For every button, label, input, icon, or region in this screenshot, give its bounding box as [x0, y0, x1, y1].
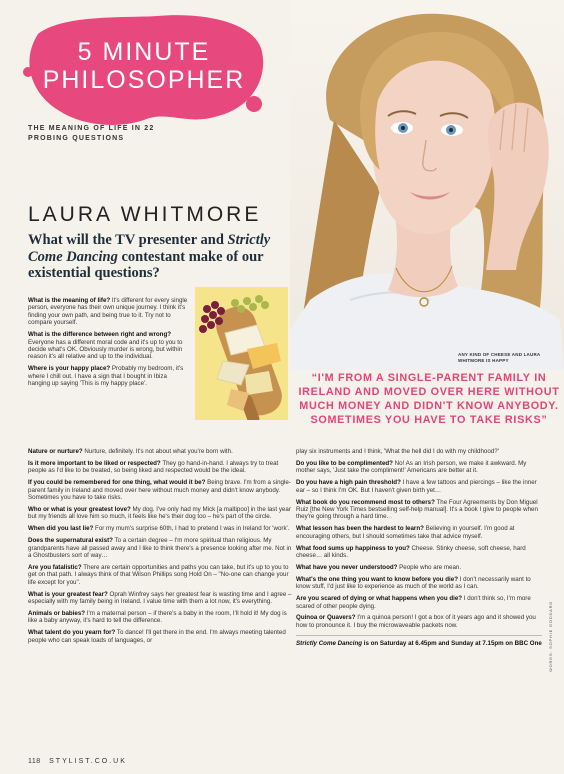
section-kicker: THE MEANING OF LIFE IN 22 PROBING QUESTIONS	[28, 125, 155, 142]
qa-answer: It's different for every single person, everyone has their own unique journey. I think it's finding your own path, and being true to it. Try not to compare yourself.	[28, 297, 188, 327]
qa-question: What book do you recommend most to others?	[296, 498, 435, 506]
qa-question: Quinoa or Quavers?	[296, 614, 356, 622]
qa-question: Nature or nurture?	[28, 448, 83, 455]
qa-answer: Probably my bedroom, it's where I chill out. I have a sign that I bought in Ibiza hanging up saying 'This is my happy place'.	[28, 365, 184, 388]
qa-question: When did you last lie?	[28, 525, 94, 533]
qa-item	[28, 629, 293, 644]
qa-question: What talent do you yearn for?	[28, 629, 116, 637]
photo-caption: ANY KIND OF CHEESE AND LAURA WHITMORE IS HAPPY	[458, 352, 541, 363]
cheese-board-photo	[195, 287, 288, 420]
qa-item	[28, 564, 293, 586]
qa-continuation: play six instruments and I think, 'What the hell did I do with my childhood?'	[296, 448, 499, 455]
qa-answer: Nurture, definitely. It's not about what you're born with.	[82, 448, 233, 455]
portrait-photo	[290, 0, 564, 370]
page-number: 118	[28, 758, 41, 765]
qa-answer: Cheese. Stinky cheese, soft cheese, hard cheese… all kinds.	[296, 544, 526, 559]
qa-question: What's the one thing you want to know before you die?	[296, 575, 459, 583]
qa-question: If you could be remembered for one thing, what would it be?	[28, 479, 206, 487]
broadcast-note	[296, 635, 542, 647]
qa-item	[28, 460, 293, 475]
qa-item	[296, 595, 542, 610]
qa-answer: For my mum's surprise 60th, I had to pretend I was in Ireland for 'work'.	[93, 525, 290, 533]
qa-item	[296, 614, 542, 629]
qa-answer: My dog. I've only had my Mick [a maltipoo] in the last year but my friends all love him so much, it feels like he's their dog too – he's part of the circle.	[28, 505, 291, 521]
qa-answer: No! As an Irish person, we make it awkward. My mother says, 'Just take the compliment!' Americans are better at it.	[296, 459, 527, 475]
qa-answer: To a certain degree – I'm more spiritual than religious. My grandparents have all passed away and I like to think there's a presence looking after me. Not in a Ghostbusters sort of way…	[28, 537, 292, 559]
qa-item	[28, 506, 293, 521]
qa-answer: To dance! I'll get there in the end. I'm always meeting talented people who can speak loads of languages, or	[28, 629, 286, 644]
qa-question: Does the supernatural exist?	[28, 537, 113, 545]
qa-question: What is the difference between right and wrong?	[28, 331, 172, 339]
qa-item	[296, 545, 542, 560]
qa-answer: There are certain opportunities and paths you can take, but it's up to you to get on that path. I always think of that Wilson Phillips song Hold On – "No-one can change your life except for you".	[28, 563, 289, 586]
interviewee-name: LAURA WHITMORE	[28, 203, 262, 226]
qa-question: What is the meaning of life?	[28, 297, 111, 304]
qa-answer: They go hand-in-hand. I always try to treat people as I'd like to be treated, so being liked and respected would be the ideal.	[28, 459, 279, 475]
qa-item	[296, 564, 542, 571]
show-title: Strictly Come Dancing	[296, 640, 363, 648]
qa-item	[28, 331, 188, 361]
qa-item	[296, 479, 542, 494]
pull-quote: “I'M FROM A SINGLE-PARENT FAMILY IN IRELAND AND MOVED OVER HERE WITHOUT MUCH MONEY AND DIDN'T KNOW ANYBODY. SOMETIMES YOU HAVE TO TAKE RISKS”	[298, 372, 560, 426]
qa-question: Are you scared of dying or what happens when you die?	[296, 595, 463, 603]
qa-item	[28, 525, 293, 532]
qa-item	[296, 460, 542, 475]
qa-item	[28, 610, 293, 625]
qa-item	[28, 591, 293, 606]
qa-column-left	[28, 448, 293, 649]
qa-item	[296, 499, 542, 521]
qa-column-right	[296, 448, 542, 652]
qa-question: What lesson has been the hardest to learn?	[296, 525, 424, 533]
qa-answer: People who are mean.	[397, 563, 462, 571]
qa-item	[28, 448, 293, 455]
qa-question: What food sums up happiness to you?	[296, 544, 410, 552]
qa-item	[28, 537, 293, 559]
site-name: STYLIST.CO.UK	[49, 758, 127, 765]
qa-question: Do you like to be complimented?	[296, 459, 393, 467]
qa-answer: Oprah Winfrey says her greatest fear is wasting time and I agree – especially with my family being in Ireland. I value time with them a lot now, it's everything.	[28, 590, 292, 605]
qa-answer: I have a few tattoos and piercings – like the inner ear – so I think I'm OK. But I haven't given birth yet…	[296, 479, 537, 494]
qa-question: Do you have a high pain threshold?	[296, 479, 401, 487]
qa-answer: The Four Agreements by Don Miguel Ruiz [the New York Times bestselling self-help manual]. It's a book I give to people when they're going through a hard time.	[296, 498, 538, 521]
qa-answer: Everyone has a different moral code and it's up to you to decide what's OK. Obviously murder is wrong, but within reason it's all relative and up to the individual.	[28, 338, 183, 361]
section-title: 5 MINUTE PHILOSOPHER	[42, 38, 246, 94]
byline-credit: WORDS: SOPHIE GODDARD	[548, 600, 553, 672]
qa-question: Is it more important to be liked or respected?	[28, 459, 161, 467]
qa-answer: I don't necessarily want to know stuff, I'd just like to experience as much of the world as I can.	[296, 575, 531, 591]
qa-question: Animals or babies?	[28, 609, 86, 617]
qa-question: Where is your happy place?	[28, 365, 111, 373]
qa-item	[296, 525, 542, 540]
qa-question: What have you never understood?	[296, 563, 398, 571]
qa-answer: I'm a quinoa person! I got a box of it years ago and it showed you how to pronounce it. I buy the microwaveable packets now.	[296, 614, 536, 629]
qa-question: Are you fatalistic?	[28, 563, 82, 571]
qa-item	[28, 297, 188, 327]
qa-item	[296, 576, 542, 591]
qa-answer: Being brave. I'm from a single-parent family in Ireland and moved over here without much money and didn't know anybody. Sometimes you have to take risks.	[28, 479, 291, 502]
qa-question: Who or what is your greatest love?	[28, 505, 131, 513]
qa-answer: I don't think so, I'm more scared of other people dying.	[296, 595, 531, 610]
broadcast-times: is on Saturday at 6.45pm and Sunday at 7.15pm on BBC One	[362, 640, 542, 648]
page-footer	[28, 758, 127, 765]
qa-item	[28, 365, 188, 387]
article-standfirst: What will the TV presenter and Strictly Come Dancing contestant make of our existential questions?	[28, 232, 271, 281]
qa-item	[28, 479, 293, 501]
qa-answer: Believing in yourself. I'm good at encouraging others, but I should sometimes take that advice myself.	[296, 525, 515, 540]
qa-answer: I'm a maternal person – if there's a baby in the room, I'll hold it! My dog is like a baby anyway, it's hard to tell the difference.	[28, 609, 287, 625]
qa-column-upper-left	[28, 297, 188, 392]
qa-question: What is your greatest fear?	[28, 590, 108, 598]
